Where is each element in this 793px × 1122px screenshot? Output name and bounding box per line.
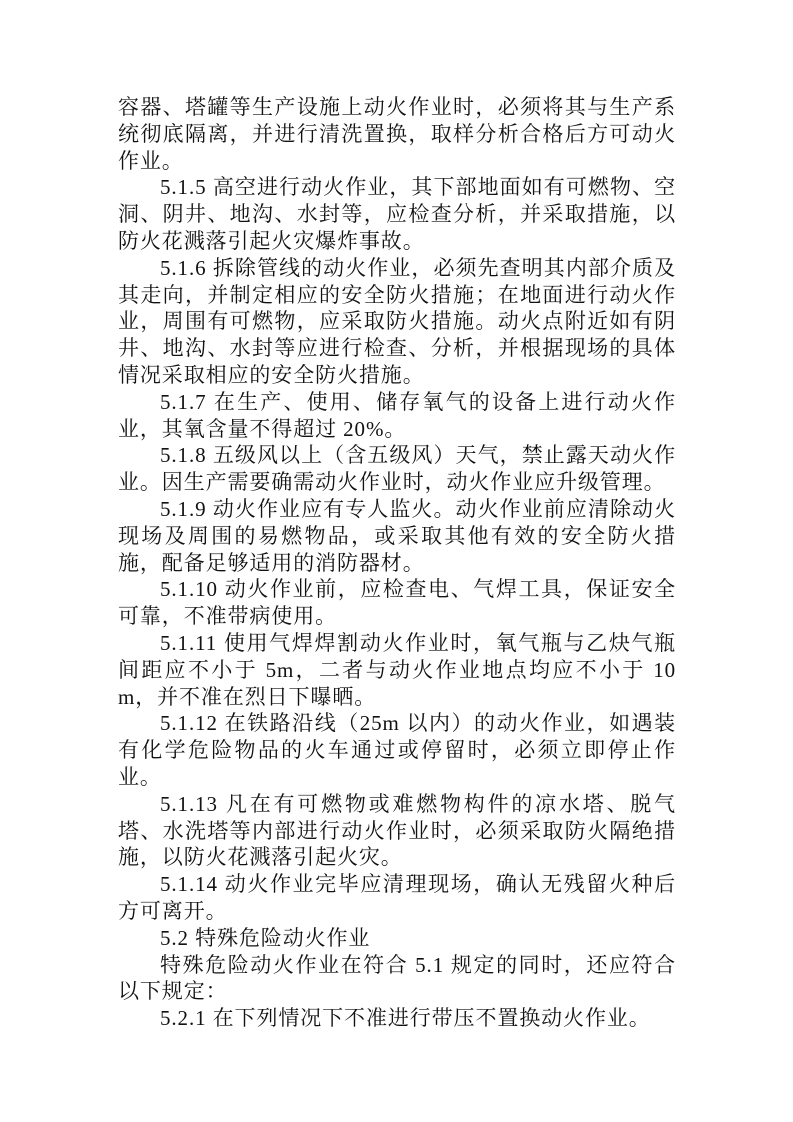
paragraph-5-2-intro: 特殊危险动火作业在符合 5.1 规定的同时，还应符合以下规定： [118, 952, 676, 1004]
paragraph-5-1-8: 5.1.8 五级风以上（含五级风）天气，禁止露天动火作业。因生产需要确需动火作业时，动火作业应升级管理。 [118, 443, 676, 495]
paragraph-5-1-7: 5.1.7 在生产、使用、储存氧气的设备上进行动火作业，其氧含量不得超过 20%。 [118, 389, 676, 441]
paragraph-continuation: 容器、塔罐等生产设施上动火作业时，必须将其与生产系统彻底隔离，并进行清洗置换，取样分析合格后方可动火作业。 [118, 95, 676, 173]
paragraph-5-2-1: 5.2.1 在下列情况下不准进行带压不置换动火作业。 [160, 1006, 651, 1031]
paragraph-5-1-12: 5.1.12 在铁路沿线（25m 以内）的动火作业，如遇装有化学危险物品的火车通过或停留时，必须立即停止作业。 [118, 711, 676, 789]
paragraph-5-1-13: 5.1.13 凡在有可燃物或难燃物构件的凉水塔、脱气塔、水洗塔等内部进行动火作业时，必须采取防火隔绝措施，以防火花溅落引起火灾。 [118, 791, 676, 870]
document-text-column [118, 94, 676, 1032]
paragraph-5-1-10: 5.1.10 动火作业前，应检查电、气焊工具，保证安全可靠，不准带病使用。 [118, 577, 676, 629]
paragraph-5-1-11: 5.1.11 使用气焊焊割动火作业时，氧气瓶与乙炔气瓶间距应不小于 5m，二者与动火作业地点均应不小于 10m，并不准在烈日下曝晒。 [118, 630, 676, 709]
section-heading-5-2: 5.2 特殊危险动火作业 [160, 925, 371, 950]
paragraph-5-1-5: 5.1.5 高空进行动火作业，其下部地面如有可燃物、空洞、阴井、地沟、水封等，应检查分析，并采取措施，以防火花溅落引起火灾爆炸事故。 [118, 175, 676, 253]
paragraph-5-1-14: 5.1.14 动火作业完毕应清理现场，确认无残留火种后方可离开。 [118, 872, 676, 923]
paragraph-5-1-9: 5.1.9 动火作业应有专人监火。动火作业前应清除动火现场及周围的易燃物品，或采取其他有效的安全防火措施，配备足够适用的消防器材。 [118, 496, 676, 575]
paragraph-5-1-6: 5.1.6 拆除管线的动火作业，必须先查明其内部介质及其走向，并制定相应的安全防火措施；在地面进行动火作业，周围有可燃物，应采取防火措施。动火点附近如有阴井、地沟、水封等应进行检查、分析，并根据现场的具体情况采取相应的安全防火措施。 [118, 255, 676, 387]
